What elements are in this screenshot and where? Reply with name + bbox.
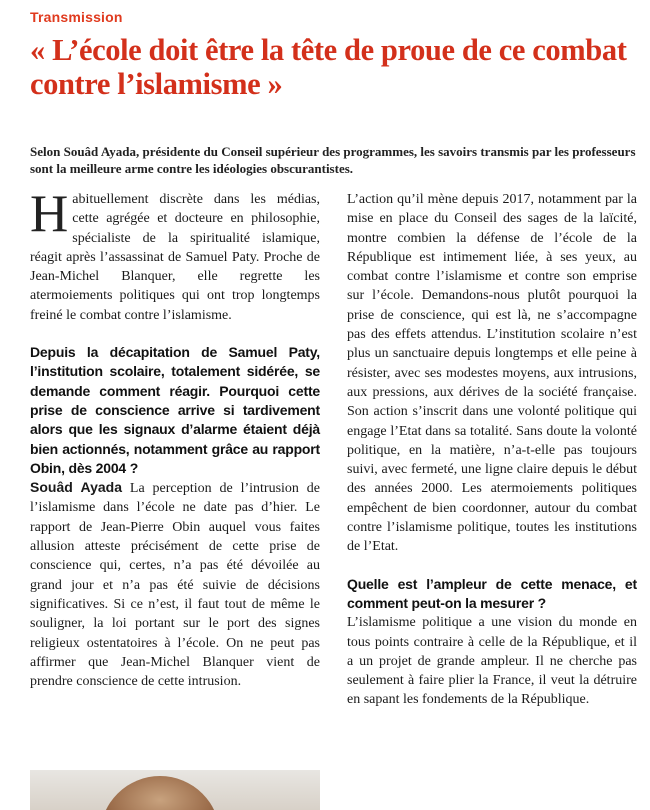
speaker-name: Souâd Ayada — [30, 479, 123, 496]
article-standfirst: Selon Souâd Ayada, présidente du Conseil supérieur des programmes, les savoirs transmis par les professeurs sont la meilleure arme contre les idéologies obscurantistes. — [30, 144, 636, 176]
drop-cap: H — [30, 185, 69, 243]
answer-1-text: La perception de l’intrusion de l’islamisme dans l’école ne date pas d’hier. Le rapport de Jean-Pierre Obin auquel vous faites allusion atteste précisément de cette prise de conscience qui, certes, n’a pas été dévoilée au grand jour et n’a pas été suivie de décisions significatives. Si ce n’est, il faut tout de même le souligner, la loi portant sur le port des signes religieux ostentatoires à l’école. On ne peut pas affirmer que Jean-Michel Blanquer vient de prendre conscience de cette intrusion. — [30, 481, 321, 690]
question-2: Quelle est l’ampleur de cette menace, et comment peut-on la mesurer ? — [347, 575, 637, 611]
answer-2: L’islamisme politique a une vision du monde en tous points contraire à celle de la République, et il a un projet de grande ampleur. Il ne cherche pas seulement à faire plier la France, il veut la détruire en sapant les fondements de la République. — [347, 615, 637, 708]
section-rubric: Transmission — [30, 9, 123, 25]
left-column — [30, 185, 321, 691]
right-column — [347, 190, 637, 710]
question-1: Depuis la décapitation de Samuel Paty, l’institution scolaire, totalement sidérée, se demande comment réagir. Pourquoi cette prise de conscience arrive si tardivement alors que les signaux d’alarme étaient déjà bien actionnés, notamment grâce au rapport Obin, dès 2004 ? — [30, 344, 320, 476]
interviewee-photo — [30, 770, 320, 810]
intro-paragraph — [30, 185, 320, 325]
intro-text: abituellement discrète dans les médias, cette agrégée et docteure en philosophie, spécialiste de la spiritualité islamique, réagit après l’assassinat de Samuel Paty. Proche de Jean-Michel Blanquer, elle regrette les atermoiements politiques qui ont trop longtemps freiné le combat contre l’islamisme. — [30, 192, 320, 323]
article-headline: « L’école doit être la tête de proue de ce combat contre l’islamisme » — [30, 33, 627, 101]
answer-1-continued: L’action qu’il mène depuis 2017, notamment par la mise en place du Conseil des sages de la laïcité, montre combien la défense de l’école de la République est intimement liée, à ses yeux, au combat contre l’islamisme et contre son emprise sur l’école. Demandons-nous plutôt pourquoi la prise de conscience, qui est là, ne s’accompagne pas des effets attendus. L’institution scolaire n’est plus un sanctuaire depuis longtemps et elle peine à résister, avec ses modestes moyens, aux intrusions, aux pressions, aux dérives de la société française. Son action s’inscrit dans une volonté politique qui engage l’Etat dans sa totalité. Sans doute la volonté politique, en la matière, n’a-t-elle pas toujours suivi, avec fermeté, une ligne claire depuis le début des années 2000. Les atermoiements politiques empêchent de bien coordonner, autour du combat contre l’islamisme politique, toutes les institutions de l’Etat. — [347, 192, 637, 555]
answer-1 — [30, 478, 320, 691]
